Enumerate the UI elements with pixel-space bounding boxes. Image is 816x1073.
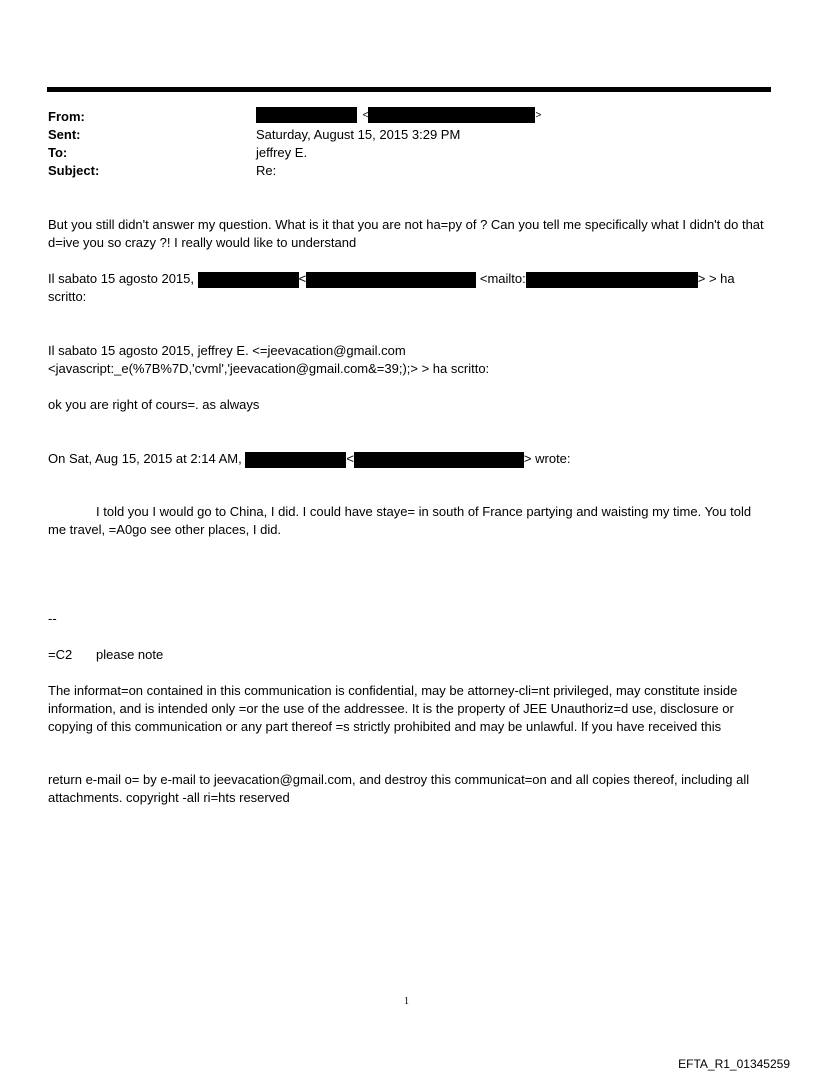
- redaction-block: [306, 272, 476, 288]
- reply-text: ok you are right of cours=. as always: [48, 397, 260, 412]
- redaction-block: [368, 107, 535, 123]
- from-gt: >: [535, 110, 542, 121]
- disclaimer-paragraph-2: return e-mail o= by e-mail to jeevacation@gmail.com, and destroy this communicat=on and all copies thereof, including all attachments. copyright -all ri=hts reserved: [48, 772, 750, 805]
- sent-value: Saturday, August 15, 2015 3:29 PM: [256, 127, 461, 142]
- bates-number: EFTA_R1_01345259: [678, 1057, 790, 1071]
- page-number: 1: [404, 996, 409, 1007]
- from-label: From:: [48, 109, 85, 124]
- note-text: please note: [96, 647, 164, 662]
- quote2-line1: Il sabato 15 agosto 2015, jeffrey E. <=jeevacation@gmail.com: [48, 343, 406, 358]
- subject-value: Re:: [256, 163, 277, 178]
- quote2-line2: <javascript:_e(%7B%7D,'cvml','jeevacation@gmail.com&=39;);> > ha scritto:: [48, 361, 490, 376]
- quote1-line1: [48, 270, 735, 288]
- on-suffix: > wrote:: [523, 451, 571, 466]
- redaction-block: [256, 107, 357, 123]
- quote1-suffix: > > ha: [697, 271, 735, 286]
- header-rule: [47, 87, 771, 92]
- on-wrote-line: [48, 450, 571, 468]
- on-prefix: On Sat, Aug 15, 2015 at 2:14 AM,: [48, 451, 242, 466]
- signature-separator: --: [48, 611, 57, 626]
- redaction-block: [245, 452, 346, 468]
- quote1-line2: scritto:: [48, 289, 87, 304]
- from-lt: <: [362, 110, 369, 121]
- subject-label: Subject:: [48, 163, 100, 178]
- redaction-block: [198, 272, 299, 288]
- message-paragraph: But you still didn't answer my question. What is it that you are not ha=py of ? Can you tell me specifically what I didn't do that d=ive you so crazy ?! I really would like to understand: [48, 217, 764, 250]
- from-value: [256, 106, 541, 123]
- sent-label: Sent:: [48, 127, 81, 142]
- disclaimer-paragraph-1: The informat=on contained in this communication is confidential, may be attorney-cli=nt privileged, may constitute inside information, and is intended only =or the use of the addressee. It is the property of JEE Unauthoriz=d use, disclosure or copying of this communication or any part thereof =s strictly prohibited and may be unlawful. If you have received this: [48, 683, 738, 734]
- to-label: To:: [48, 145, 68, 160]
- redaction-block: [526, 272, 698, 288]
- quote1-mailto: <mailto:: [479, 271, 526, 286]
- on-lt: <: [346, 451, 354, 466]
- to-value: jeffrey E.: [256, 145, 308, 160]
- quote1-lt: <: [298, 271, 307, 286]
- note-code: =C2: [48, 647, 73, 662]
- quote1-prefix: Il sabato 15 agosto 2015,: [48, 271, 195, 286]
- redaction-block: [354, 452, 524, 468]
- china-paragraph: I told you I would go to China, I did. I could have staye= in south of France partying and waisting my time. You told me travel, =A0go see other places, I did.: [48, 504, 752, 537]
